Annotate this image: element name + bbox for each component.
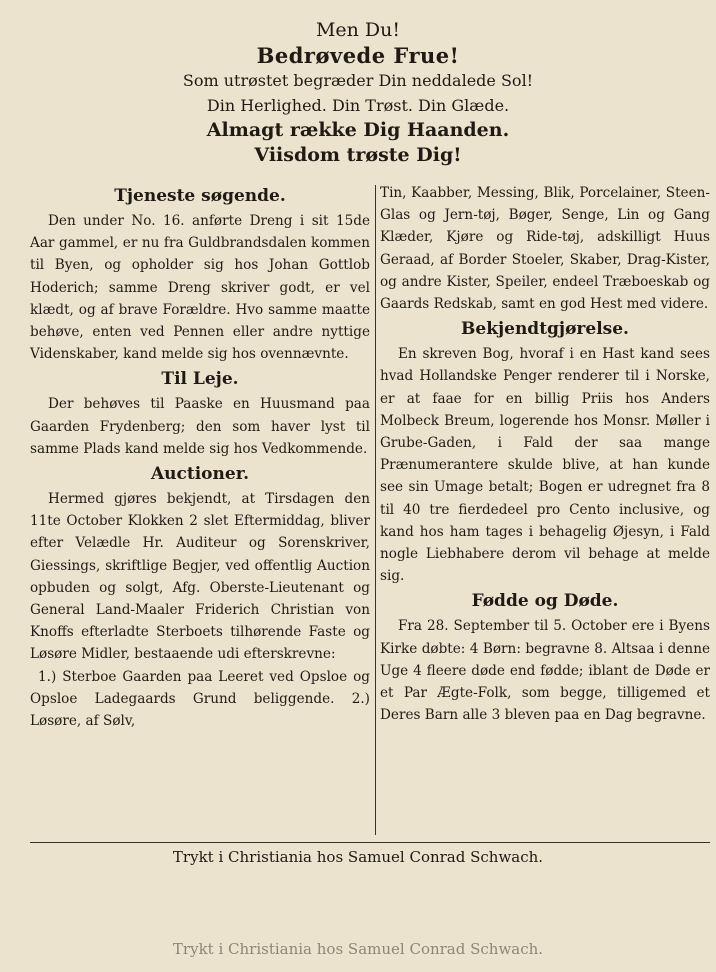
notice-fodde-og-dode: Fra 28. September til 5. October ere i Byens Kirke døbte: 4 Børn: begravne 8. Altsaa i denne Uge 4 fleere døde end fødde; iblant de Døde er et Par Ægte-Folk, som begge, tilligemed et Deres Barn alle 3 bleven paa en Dag begravne. <box>380 618 710 724</box>
notice-tjeneste: Den under No. 16. anførte Dreng i sit 15de Aar gammel, er nu fra Guldbrandsdalen kommen til Byen, og opholder sig hos Johan Gottlob Hoderich; samme Dreng skriver godt, er vel klædt, og af brave Forældre. Hvo samme maatte behøve, enten ved Pennen eller andre nyttige Videnskaber, kand melde sig hos ovennævnte. <box>30 213 370 363</box>
right-column <box>380 182 710 726</box>
auction-continuation: Tin, Kaabber, Messing, Blik, Porcelainer, Steen- Glas og Jern-tøj, Bøger, Senge, Lin og Gang Klæder, Kjøre og Ride-tøj, adskilligt Huus Geraad, af Border Stoeler, Skaber, Drag-Kister, og andre Kister, Speiler, endeel Træboeskab og Gaards Redskab, samt en god Hest med videre. <box>380 185 710 313</box>
printer-imprint-showthrough: Trykt i Christiania hos Samuel Conrad Schwach. <box>172 940 544 958</box>
notice-til-leje: Der behøves til Paaske en Huusmand paa Gaarden Frydenberg; den som haver lyst til samme Plads kand melde sig hos Vedkommende. <box>30 396 370 457</box>
poem-line: Viisdom trøste Dig! <box>254 144 462 166</box>
poem-block <box>0 18 716 168</box>
section-heading-auctioner: Auctioner. <box>150 464 250 485</box>
column-divider <box>375 185 376 835</box>
section-heading-fodde-og-dode: Fødde og Døde. <box>471 591 619 612</box>
notice-auctioner: Hermed gjøres bekjendt, at Tirsdagen den 11te October Klokken 2 slet Eftermiddag, bliver efter Velædle Hr. Auditeur og Sorenskriver, Giessings, skriftlige Begjer, ved offentlig Auction opbuden og solgt, Afg. Oberste-Lieutenant og General Land-Maaler Friderich Christian von Knoffs efterladte Sterboets tilhørende Faste og Løsøre Midler, bestaaende udi efterskrevne: <box>30 491 370 663</box>
auction-item-list: 1.) Sterboe Gaarden paa Leeret ved Opsloe og Opsloe Ladegaards Grund beliggende. 2.) Løsøre, af Sølv, <box>30 668 370 730</box>
section-heading-til-leje: Til Leje. <box>161 369 239 390</box>
section-heading-bekjendtgjorelse: Bekjendtgjørelse. <box>461 319 629 340</box>
poem-line: Almagt række Dig Haanden. <box>206 119 510 141</box>
footer-rule <box>30 842 710 843</box>
section-heading-tjeneste: Tjeneste søgende. <box>114 186 286 206</box>
poem-line: Men Du! <box>315 19 401 41</box>
poem-line: Som utrøstet begræder Din neddalede Sol! <box>182 71 534 90</box>
left-column <box>30 182 370 732</box>
notice-bekjendtgjorelse: En skreven Bog, hvoraf i en Hast kand sees hvad Hollandske Penger renderer til i Norske, er at faae for en billig Priis hos Anders Molbeck Breum, logerende hos Monsr. Møller i Grube-Gaden, i Fald der saa mange Prænumerantere skulde blive, at han kunde see sin Umage betalt; Bogen er udregnet fra 8 til 40 tre fierdedeel pro Cento inclusive, og kand hos ham tages i behagelig Øjesyn, i Fald nogle Liebhabere derom vil behage at melde sig. <box>380 346 710 585</box>
printer-imprint: Trykt i Christiania hos Samuel Conrad Schwach. <box>172 848 544 866</box>
poem-line: Bedrøvede Frue! <box>256 43 460 68</box>
poem-line: Din Herlighed. Din Trøst. Din Glæde. <box>206 96 510 115</box>
